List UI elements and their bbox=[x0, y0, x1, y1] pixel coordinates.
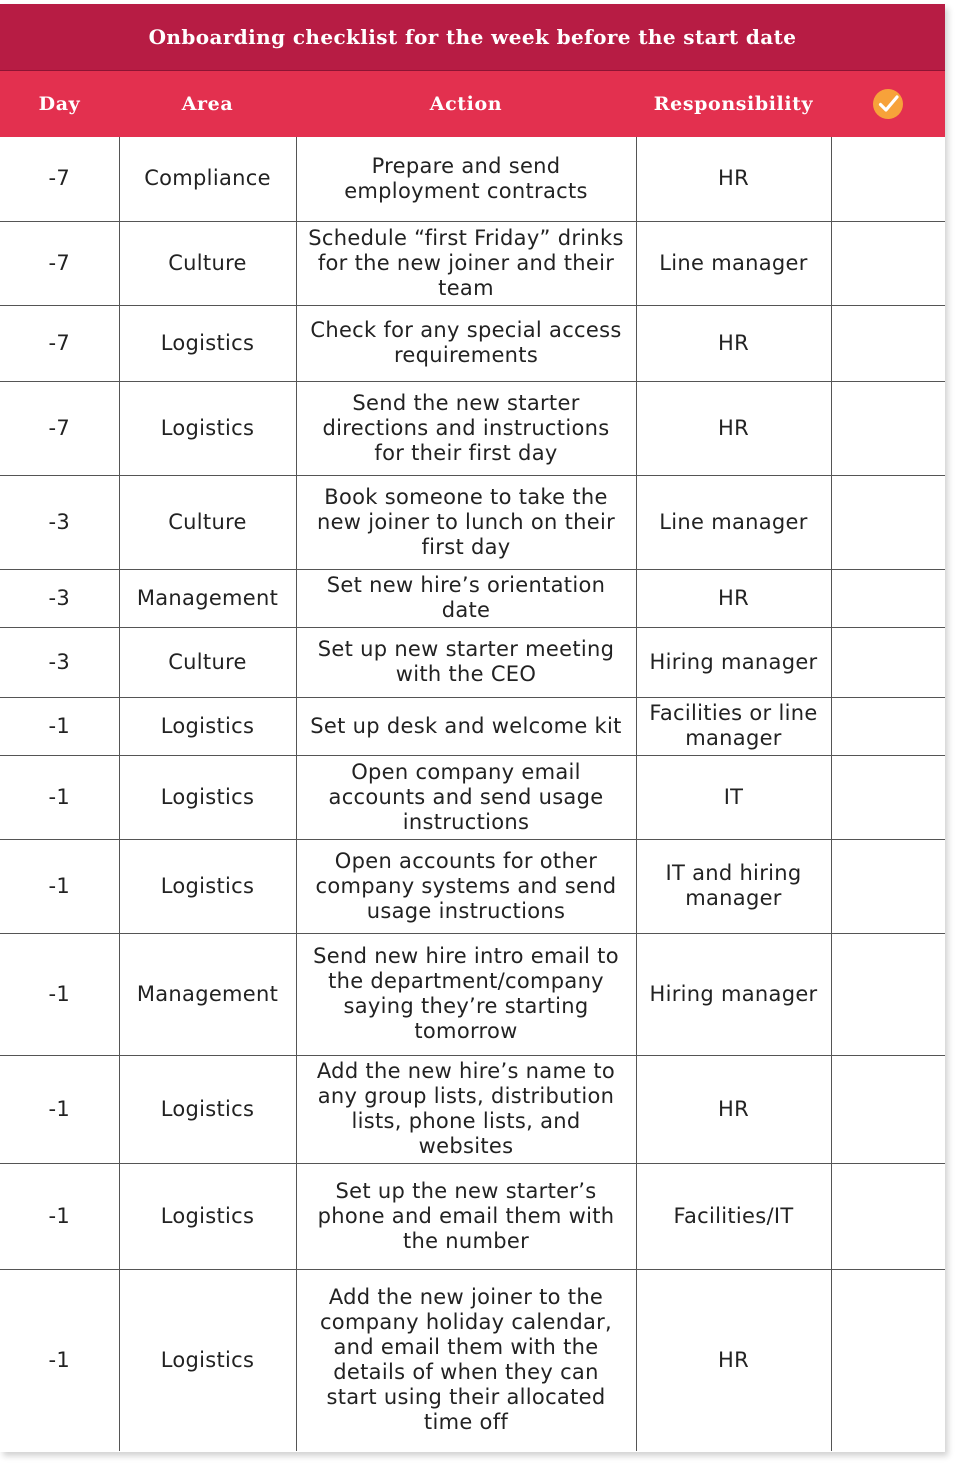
row-responsibility-cell: HR bbox=[636, 137, 831, 221]
row-area-cell: Logistics bbox=[119, 1269, 296, 1451]
row-area-cell: Culture bbox=[119, 475, 296, 569]
checklist-table bbox=[0, 71, 945, 1451]
row-done-checkbox-cell[interactable] bbox=[831, 1269, 945, 1451]
row-area-cell: Logistics bbox=[119, 381, 296, 475]
row-responsibility-cell: Facilities/IT bbox=[636, 1163, 831, 1269]
row-done-checkbox-cell[interactable] bbox=[831, 755, 945, 839]
row-responsibility-cell: HR bbox=[636, 1055, 831, 1163]
row-done-checkbox-cell[interactable] bbox=[831, 305, 945, 381]
header-responsibility: Responsibility bbox=[653, 93, 814, 115]
row-done-checkbox-cell[interactable] bbox=[831, 933, 945, 1055]
row-day-cell: -3 bbox=[0, 627, 119, 697]
row-day-cell: -1 bbox=[0, 1163, 119, 1269]
row-day-cell: -7 bbox=[0, 137, 119, 221]
row-area-cell: Culture bbox=[119, 627, 296, 697]
table-body bbox=[0, 137, 945, 1451]
checkmark-icon bbox=[872, 88, 904, 120]
row-action-cell: Set up desk and welcome kit bbox=[296, 697, 636, 755]
header-row bbox=[0, 71, 945, 137]
row-done-checkbox-cell[interactable] bbox=[831, 221, 945, 305]
check-circle bbox=[873, 89, 903, 119]
row-day-cell: -7 bbox=[0, 305, 119, 381]
row-done-checkbox-cell[interactable] bbox=[831, 1163, 945, 1269]
row-action-cell: Schedule “first Friday” drinks for the new joiner and their team bbox=[296, 221, 636, 305]
row-area-cell: Management bbox=[119, 569, 296, 627]
table-row bbox=[0, 755, 945, 839]
row-day-cell: -1 bbox=[0, 933, 119, 1055]
row-action-cell: Set up the new starter’s phone and email them with the number bbox=[296, 1163, 636, 1269]
table-row bbox=[0, 569, 945, 627]
row-responsibility-cell: HR bbox=[636, 305, 831, 381]
row-done-checkbox-cell[interactable] bbox=[831, 1055, 945, 1163]
row-action-cell: Book someone to take the new joiner to lunch on their first day bbox=[296, 475, 636, 569]
header-area: Area bbox=[181, 93, 234, 115]
row-action-cell: Add the new hire’s name to any group lists, distribution lists, phone lists, and websites bbox=[296, 1055, 636, 1163]
row-action-cell: Open company email accounts and send usage instructions bbox=[296, 755, 636, 839]
table-row bbox=[0, 627, 945, 697]
row-day-cell: -1 bbox=[0, 1269, 119, 1451]
table-row bbox=[0, 137, 945, 221]
row-responsibility-cell: Line manager bbox=[636, 475, 831, 569]
row-done-checkbox-cell[interactable] bbox=[831, 475, 945, 569]
table-row bbox=[0, 839, 945, 933]
table-row bbox=[0, 1055, 945, 1163]
checklist-title: Onboarding checklist for the week before the start date bbox=[0, 4, 945, 71]
row-action-cell: Add the new joiner to the company holiday calendar, and email them with the details of when they can start using their allocated time off bbox=[296, 1269, 636, 1451]
row-area-cell: Logistics bbox=[119, 1163, 296, 1269]
table-row bbox=[0, 697, 945, 755]
checklist-sheet bbox=[0, 4, 945, 1452]
row-done-checkbox-cell[interactable] bbox=[831, 137, 945, 221]
row-done-checkbox-cell[interactable] bbox=[831, 627, 945, 697]
row-area-cell: Logistics bbox=[119, 839, 296, 933]
row-responsibility-cell: HR bbox=[636, 381, 831, 475]
row-day-cell: -7 bbox=[0, 221, 119, 305]
header-done bbox=[831, 71, 945, 137]
row-day-cell: -1 bbox=[0, 755, 119, 839]
row-day-cell: -1 bbox=[0, 697, 119, 755]
row-responsibility-cell: Line manager bbox=[636, 221, 831, 305]
header-action: Action bbox=[429, 93, 503, 115]
row-done-checkbox-cell[interactable] bbox=[831, 697, 945, 755]
row-area-cell: Management bbox=[119, 933, 296, 1055]
row-responsibility-cell: HR bbox=[636, 1269, 831, 1451]
row-day-cell: -3 bbox=[0, 475, 119, 569]
table-row bbox=[0, 933, 945, 1055]
row-done-checkbox-cell[interactable] bbox=[831, 569, 945, 627]
table-row bbox=[0, 1163, 945, 1269]
table-row bbox=[0, 475, 945, 569]
table-row bbox=[0, 221, 945, 305]
row-area-cell: Compliance bbox=[119, 137, 296, 221]
row-area-cell: Logistics bbox=[119, 1055, 296, 1163]
table-row bbox=[0, 305, 945, 381]
row-action-cell: Prepare and send employment contracts bbox=[296, 137, 636, 221]
row-area-cell: Culture bbox=[119, 221, 296, 305]
row-responsibility-cell: Hiring manager bbox=[636, 933, 831, 1055]
row-day-cell: -1 bbox=[0, 1055, 119, 1163]
header-day: Day bbox=[38, 93, 81, 115]
row-done-checkbox-cell[interactable] bbox=[831, 381, 945, 475]
row-action-cell: Check for any special access requirements bbox=[296, 305, 636, 381]
row-action-cell: Set up new starter meeting with the CEO bbox=[296, 627, 636, 697]
row-day-cell: -7 bbox=[0, 381, 119, 475]
row-responsibility-cell: IT bbox=[636, 755, 831, 839]
row-action-cell: Open accounts for other company systems and send usage instructions bbox=[296, 839, 636, 933]
row-day-cell: -1 bbox=[0, 839, 119, 933]
row-area-cell: Logistics bbox=[119, 755, 296, 839]
table-row bbox=[0, 1269, 945, 1451]
row-action-cell: Send the new starter directions and instructions for their first day bbox=[296, 381, 636, 475]
row-area-cell: Logistics bbox=[119, 305, 296, 381]
row-responsibility-cell: HR bbox=[636, 569, 831, 627]
row-responsibility-cell: Hiring manager bbox=[636, 627, 831, 697]
row-day-cell: -3 bbox=[0, 569, 119, 627]
row-done-checkbox-cell[interactable] bbox=[831, 839, 945, 933]
row-area-cell: Logistics bbox=[119, 697, 296, 755]
row-responsibility-cell: IT and hiring manager bbox=[636, 839, 831, 933]
table-row bbox=[0, 381, 945, 475]
table-header bbox=[0, 71, 945, 137]
row-responsibility-cell: Facilities or line manager bbox=[636, 697, 831, 755]
row-action-cell: Send new hire intro email to the department/company saying they’re starting tomorrow bbox=[296, 933, 636, 1055]
row-action-cell: Set new hire’s orientation date bbox=[296, 569, 636, 627]
